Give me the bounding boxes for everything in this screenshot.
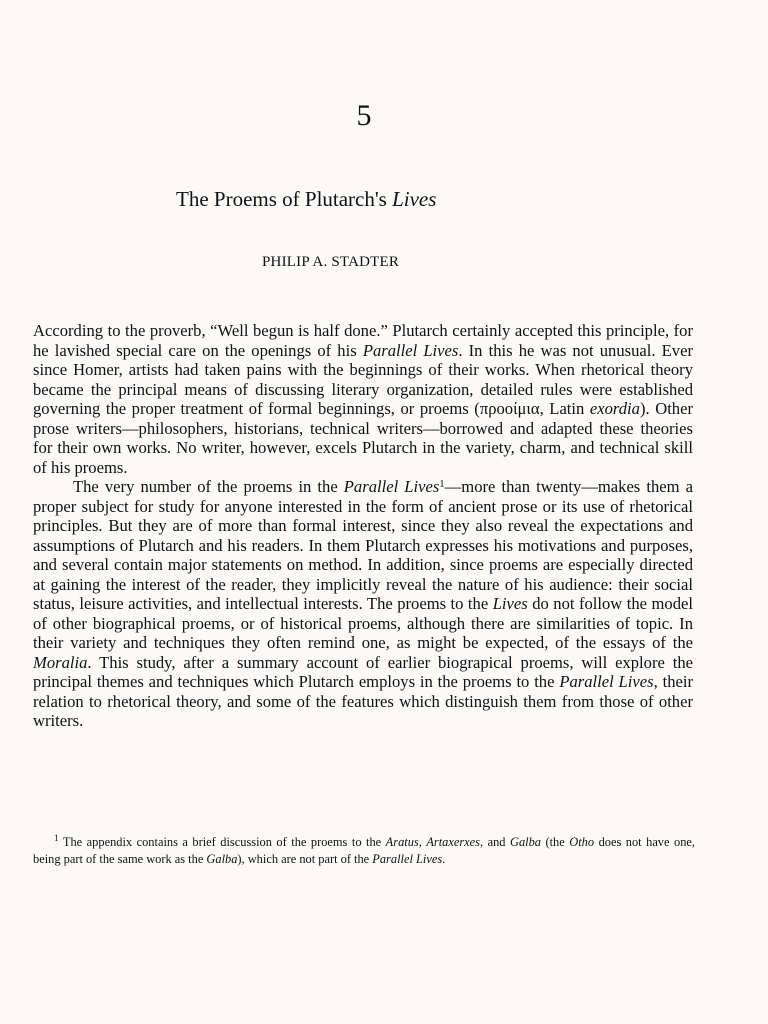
text-run: The very number of the proems in the <box>73 477 344 496</box>
italic-run: exordia <box>589 399 640 418</box>
chapter-title <box>176 186 436 212</box>
text-run: do not follow the model of other biographical proems, or of historical proems, although there are similarities of topic. In their variety and techniques they often remind one, as might be expected, of the essays of the <box>33 594 693 652</box>
italic-run: Parallel Lives <box>362 340 459 360</box>
italic-run: Parallel Lives <box>559 672 654 691</box>
text-run: . This study, after a summary account of earlier biograpical proems, will explore the principal themes and techniques which Plutarch employs in the proems to the <box>33 652 693 691</box>
text-run: does not have one, being part of the same work as the <box>33 835 695 866</box>
paragraph-1 <box>33 321 693 477</box>
italic-run: Artaxerxes <box>426 835 480 849</box>
body-text <box>33 321 693 731</box>
italic-run: Lives <box>492 594 528 613</box>
text-run: , their relation to rhetorical theory, and some of the features which distinguish them from those of other writers. <box>33 672 693 730</box>
chapter-title-text: The Proems of Plutarch's <box>176 187 393 211</box>
footnote-reference[interactable]: 1 <box>439 477 445 490</box>
footnote-1 <box>33 834 695 868</box>
text-run: . <box>442 852 446 866</box>
italic-run: Galba <box>510 835 541 849</box>
paragraph-2 <box>33 477 693 731</box>
chapter-title-italic: Lives <box>392 187 437 211</box>
italic-run: Parallel Lives <box>372 852 443 866</box>
italic-run: Galba <box>206 852 238 866</box>
italic-run: Aratus <box>385 835 419 849</box>
text-run: , <box>418 835 427 849</box>
footnote <box>33 834 695 868</box>
text-run: —more than twenty—makes them a proper subject for study for anyone interested in the form of ancient prose or its use of rhetorical principles. But they are of more than formal interest, since they also reveal the expectations and assumptions of Plutarch and his readers. In them Plutarch expresses his motivations and purposes, and several contain major statements on method. In addition, since proems are especially directed at gaining the interest of the reader, they implicitly reveal the nature of his audience: their social status, leisure activities, and intellectual interests. The proems to the <box>33 477 693 613</box>
text-run: , Latin <box>539 399 590 418</box>
text-run: . In this he was not unusual. Ever since Homer, artists had taken pains with the beginnings of their works. When rhetorical theory became the principal means of discussing literary organization, detailed rules were established governing the proper treatment of formal beginnings, or proems ( <box>33 340 693 418</box>
author-name: PHILIP A. STADTER <box>262 254 400 270</box>
chapter-number: 5 <box>356 99 372 132</box>
text-run: , and <box>480 835 510 849</box>
text-run: (the <box>540 835 570 849</box>
text-run: The appendix contains a brief discussion of the proems to the <box>58 835 386 849</box>
text-run: ). Other prose writers—philosophers, historians, technical writers—borrowed and adapted these theories for their own works. No writer, however, excels Plutarch in the variety, charm, and technical skill of his proems. <box>33 399 693 477</box>
italic-run: Otho <box>569 835 595 849</box>
text-run: According to the proverb, “Well begun is half done.” Plutarch certainly accepted this principle, for he lavished special care on the openings of his <box>33 321 693 360</box>
italic-run: Parallel Lives <box>343 477 440 496</box>
text-run: ), which are not part of the <box>237 852 373 866</box>
greek-term: προοίμια <box>479 399 540 418</box>
italic-run: Moralia <box>33 652 88 672</box>
footnote-number: 1 <box>54 834 59 845</box>
